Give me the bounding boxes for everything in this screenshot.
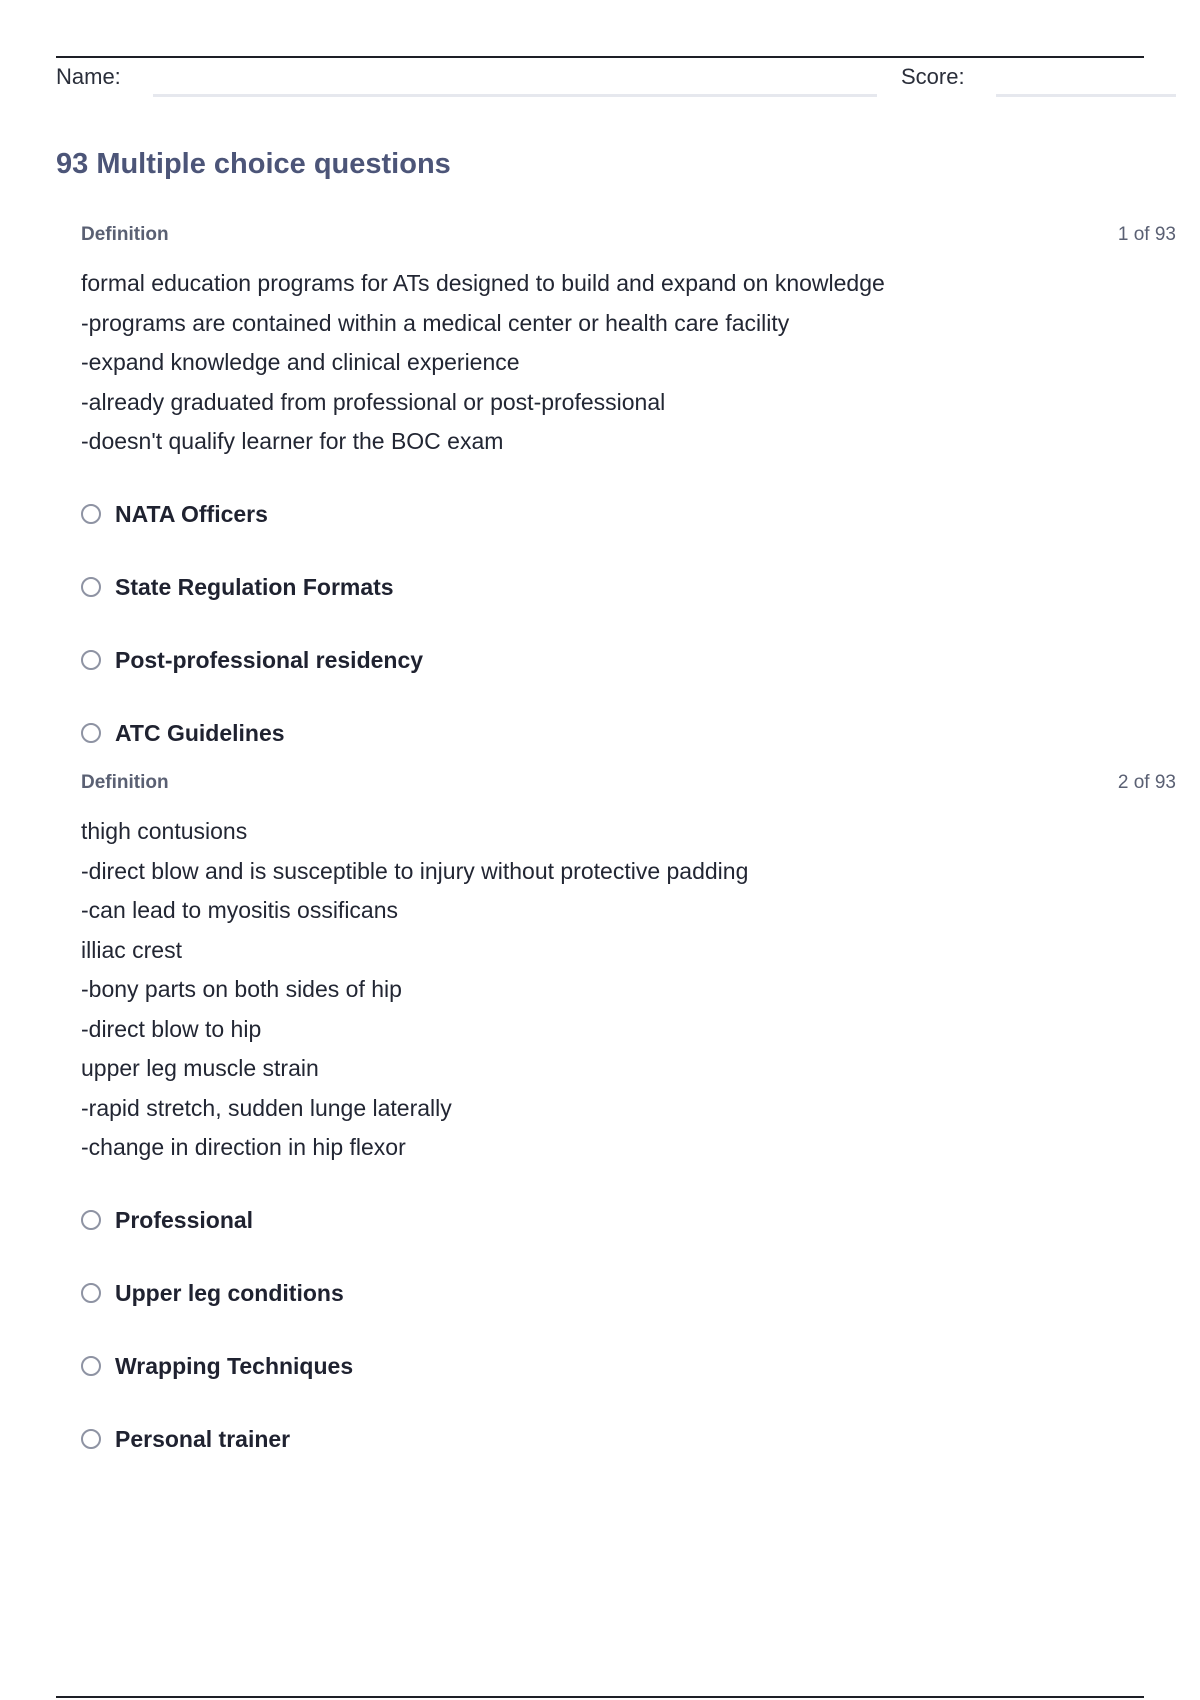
- answer-option[interactable]: [81, 1257, 1176, 1330]
- question-kind: Definition: [81, 772, 169, 793]
- top-divider: [56, 56, 1144, 58]
- name-field[interactable]: [153, 94, 877, 97]
- radio-circle-icon[interactable]: [81, 1283, 101, 1303]
- answer-option[interactable]: [81, 1330, 1176, 1403]
- prompt-line: -already graduated from professional or post-professional: [81, 388, 666, 415]
- answer-options: [81, 478, 1176, 770]
- radio-circle-icon[interactable]: [81, 650, 101, 670]
- score-field[interactable]: [996, 94, 1176, 97]
- option-label: NATA Officers: [115, 500, 268, 527]
- answer-option[interactable]: [81, 1403, 1176, 1476]
- radio-circle-icon[interactable]: [81, 1210, 101, 1230]
- prompt-line: -direct blow to hip: [81, 1015, 262, 1042]
- answer-option[interactable]: [81, 697, 1176, 770]
- question-counter: 2 of 93: [1117, 772, 1176, 793]
- answer-option[interactable]: [81, 624, 1176, 697]
- option-label: Wrapping Techniques: [115, 1352, 354, 1379]
- prompt-line: -can lead to myositis ossificans: [81, 897, 399, 923]
- prompt-line: upper leg muscle strain: [81, 1055, 319, 1081]
- prompt-line: illiac crest: [81, 936, 182, 963]
- prompt-line: formal education programs for ATs designed to build and expand on knowledge: [81, 270, 885, 296]
- option-label: Upper leg conditions: [115, 1279, 344, 1306]
- question-kind: Definition: [81, 224, 169, 245]
- prompt-line: -doesn't qualify learner for the BOC exam: [81, 428, 504, 454]
- radio-circle-icon[interactable]: [81, 577, 101, 597]
- answer-option[interactable]: [81, 1184, 1176, 1257]
- prompt-line: -expand knowledge and clinical experience: [81, 349, 520, 375]
- option-label: State Regulation Formats: [115, 573, 394, 600]
- question-header: [81, 224, 1176, 254]
- prompt-line: -programs are contained within a medical center or health care facility: [81, 309, 790, 336]
- header-row: [56, 62, 1184, 98]
- question-counter: 1 of 93: [1117, 224, 1176, 245]
- name-label: Name:: [56, 64, 121, 89]
- prompt-line: -bony parts on both sides of hip: [81, 976, 402, 1002]
- bottom-divider: [56, 1696, 1144, 1698]
- option-label: ATC Guidelines: [115, 719, 285, 746]
- score-label: Score:: [901, 64, 965, 89]
- option-label: Personal trainer: [115, 1425, 291, 1452]
- radio-circle-icon[interactable]: [81, 504, 101, 524]
- prompt-line: -direct blow and is susceptible to injury without protective padding: [81, 857, 749, 884]
- prompt-line: thigh contusions: [81, 818, 248, 844]
- answer-option[interactable]: [81, 478, 1176, 551]
- question-1: [81, 224, 1176, 770]
- radio-circle-icon[interactable]: [81, 723, 101, 743]
- option-label: Post-professional residency: [115, 646, 424, 673]
- section-title: 93 Multiple choice questions: [56, 148, 451, 180]
- question-prompt: [81, 264, 1176, 462]
- answer-option[interactable]: [81, 551, 1176, 624]
- prompt-line: -rapid stretch, sudden lunge laterally: [81, 1094, 452, 1121]
- answer-options: [81, 1184, 1176, 1476]
- question-2: [81, 772, 1176, 1476]
- question-header: [81, 772, 1176, 802]
- option-label: Professional: [115, 1206, 254, 1233]
- question-prompt: [81, 812, 1176, 1168]
- radio-circle-icon[interactable]: [81, 1429, 101, 1449]
- radio-circle-icon[interactable]: [81, 1356, 101, 1376]
- prompt-line: -change in direction in hip flexor: [81, 1134, 406, 1160]
